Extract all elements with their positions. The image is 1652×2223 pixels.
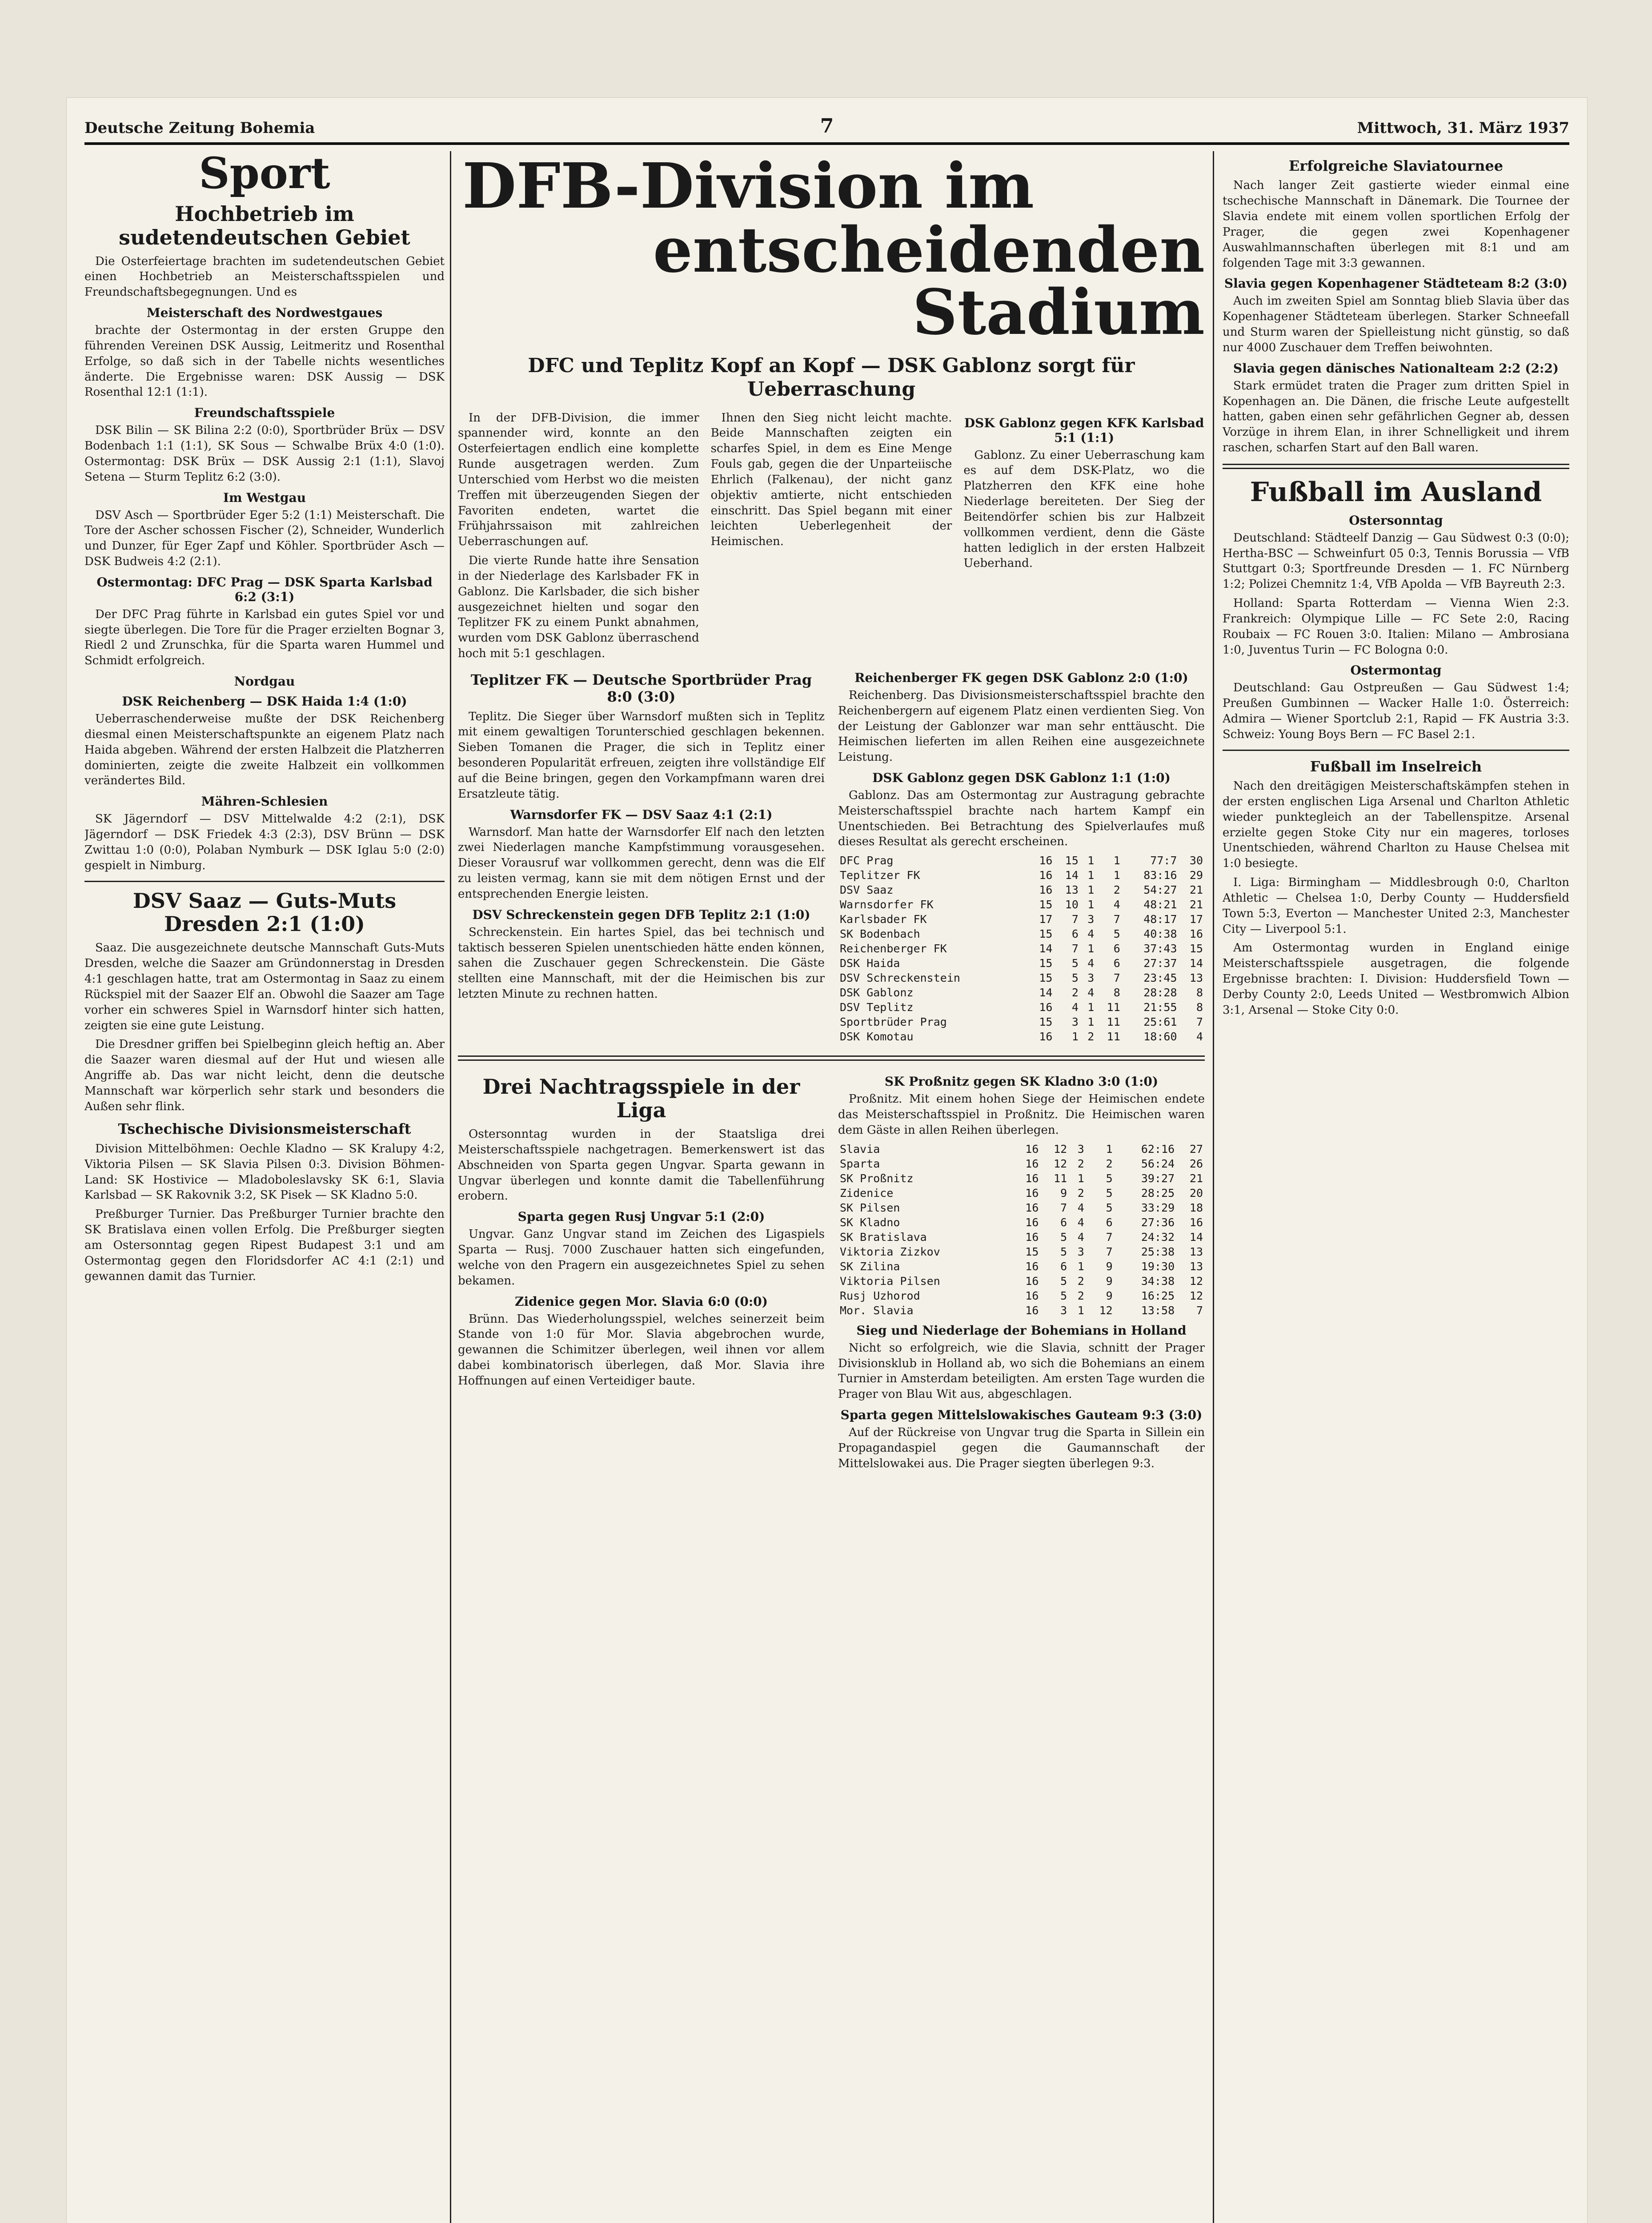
table-cell: 54:27 [1143, 883, 1177, 897]
table-row [838, 1303, 1205, 1318]
match-reports [458, 665, 1205, 1047]
table-cell: 15 [1039, 898, 1053, 911]
table-cell: 33:29 [1141, 1201, 1175, 1214]
article-text: Schreckenstein. Ein hartes Spiel, das bei technisch und taktisch besseren Spielen unentschieden hätte enden können, sahen die Zuschauer gegen Schreckenstein. Die Gäste stellten eine Mannschaft, mit der die Heimischen bis zur letzten Minute zu rechnen hatten. [458, 925, 825, 1001]
table-cell: 19:30 [1141, 1260, 1175, 1273]
table-cell: 7 [1106, 1230, 1113, 1244]
table-cell: 4 [1087, 927, 1095, 941]
table-cell: 2 [1106, 1157, 1113, 1170]
table-cell: 16 [1025, 1142, 1039, 1156]
table-cell: 16 [1025, 1157, 1039, 1170]
article-text: Preßburger Turnier. Das Preßburger Turnier brachte den SK Bratislava einen vollen Erfolg. Die Preßburger siegten am Ostersonntag gegen Ripest Budapest 3:1 und am Ostermontag gegen den Floridsdorfer AC 4:1 (2:1) und gewannen damit das Turnier. [84, 1208, 445, 1283]
table-cell: 39:27 [1141, 1172, 1175, 1185]
team-name: SK Bodenbach [840, 927, 920, 941]
table-cell: 4 [1087, 986, 1095, 999]
division-table [838, 853, 1205, 1044]
subheading: Warnsdorfer FK — DSV Saaz 4:1 (2:1) [510, 807, 773, 822]
main-headline-top: DFB-Division im [462, 151, 1035, 223]
article-text: DSV Asch — Sportbrüder Eger 5:2 (1:1) Meisterschaft. Die Tore der Ascher schossen Fischer (2), Schneider, Wunderlich und Dunzer, für Eger Zapf und Köhler. Sportbrüder Asch — DSK Budweis 4:2 (2:1). [84, 508, 445, 568]
team-name: SK Pilsen [840, 1201, 900, 1214]
table-cell: 17 [1189, 913, 1203, 926]
team-name: Reichenberger FK [840, 942, 947, 955]
table-cell: 7 [1060, 1201, 1067, 1214]
table-cell: 7 [1113, 971, 1120, 985]
article-text: Gablonz. Zu einer Ueberraschung kam es auf dem DSK-Platz, wo die Platzherren den KFK eine hohe Niederlage bereiteten. Der Sieg der Beitendörfer schien bis zur Halbzeit vollkommen verdient, denn die Gäste hatten lediglich in der ersten Halbzeit Ueberhand. [963, 448, 1205, 570]
article-text: Proßnitz. Mit einem hohen Siege der Heimischen endete das Meisterschaftsspiel in Proßnitz. Die Heimischen waren dem Gäste in allen Reihen überlegen. [838, 1092, 1205, 1137]
table-cell: 6 [1113, 942, 1120, 955]
table-cell: 83:16 [1143, 869, 1177, 882]
table-row [838, 1288, 1205, 1303]
subheading: Ostermontag: DFC Prag — DSK Sparta Karlsbad 6:2 (3:1) [96, 574, 433, 604]
table-cell: 14 [1189, 957, 1203, 970]
divider [1223, 464, 1569, 469]
table-cell: 15 [1039, 927, 1053, 941]
table-cell: 16 [1189, 927, 1203, 941]
subheading: Mähren-Schlesien [201, 794, 328, 809]
headline-slavia-tour: Erfolgreiche Slaviatournee [1288, 157, 1504, 174]
article-text: In der DFB-Division, die immer spannender wird, konnte an den Osterfeiertagen endlich eine komplette Runde ausgetragen werden. Zum Unterschied vom Herbst wo die meisten Treffen mit überzeugenden Siegen der Favoriten endeten, wartet die Frühjahrssaison mit zahlreichen Ueberraschungen auf. [458, 411, 699, 549]
table-row [838, 912, 1205, 927]
table-cell: 2 [1113, 883, 1120, 897]
article-text: Deutschland: Gau Ostpreußen — Gau Südwest 1:4; Preußen Gumbinnen — Wacker Halle 1:0. Österreich: Admira — Wiener Sportclub 2:1, Rapid — FK Austria 3:3. Schweiz: Young Boys Bern — FC Basel 2:1. [1223, 681, 1569, 741]
table-cell: 4 [1077, 1216, 1084, 1229]
section-title: Sport [199, 151, 330, 198]
table-cell: 16 [1025, 1260, 1039, 1273]
table-cell: 11 [1107, 1015, 1120, 1029]
subheading: Zidenice gegen Mor. Slavia 6:0 (0:0) [515, 1294, 768, 1309]
table-cell: 5 [1106, 1172, 1113, 1185]
table-cell: 29 [1189, 869, 1203, 882]
subheading: Reichenberger FK gegen DSK Gablonz 2:0 (1:0) [854, 670, 1188, 685]
table-row [838, 1230, 1205, 1244]
table-cell: 20 [1189, 1186, 1203, 1200]
table-cell: 1 [1077, 1172, 1084, 1185]
table-cell: 8 [1196, 1001, 1203, 1014]
article-text: Teplitz. Die Sieger über Warnsdorf mußten sich in Teplitz mit einem gewaltigen Torunterschied geschlagen bekennen. Sieben Tomanen die Prager, die sich in Teplitz einer besonderen Popularität erfreuen, zeigten ihre vollständige Elf auf die Beine bringen, gegen den Vorkampfmann waren drei Ersatzleute tätig. [458, 710, 825, 801]
table-cell: 7 [1106, 1245, 1113, 1258]
main-article-columns [458, 410, 1205, 665]
team-name: SK Bratislava [840, 1230, 927, 1244]
table-cell: 15 [1039, 957, 1053, 970]
table-cell: 5 [1060, 1230, 1067, 1244]
article-text: Auch im zweiten Spiel am Sonntag blieb Slavia über das Kopenhagener Städteteam überlegen. Starker Schneefall und Sturm waren der Spielleistung nicht günstig, so daß nur 4000 Zuschauer dem Treffen beiwohnten. [1223, 294, 1569, 354]
table-cell: 4 [1087, 957, 1095, 970]
table-cell: 7 [1071, 913, 1079, 926]
column-rule-left [450, 151, 451, 2223]
table-cell: 1 [1087, 883, 1095, 897]
table-cell: 3 [1077, 1142, 1084, 1156]
table-cell: 1 [1071, 1030, 1079, 1043]
team-name: Zidenice [840, 1186, 894, 1200]
team-name: Rusj Uzhorod [840, 1289, 920, 1302]
table-cell: 16:25 [1141, 1289, 1175, 1302]
table-cell: 6 [1060, 1260, 1067, 1273]
team-name: Sportbrüder Prag [840, 1015, 947, 1029]
table-cell: 14 [1039, 942, 1053, 955]
article-text: Gablonz. Das am Ostermontag zur Austragung gebrachte Meisterschaftsspiel brachte nach hartem Kampf ein Unentschieden. Bei Betrachtung des Spielverlaufes muß dieses Resultat als gerecht erscheinen. [838, 788, 1205, 849]
table-cell: 16 [1025, 1304, 1039, 1317]
table-cell: 5 [1060, 1245, 1067, 1258]
team-name: DSV Teplitz [840, 1001, 914, 1014]
masthead-title: Deutsche Zeitung Bohemia [84, 119, 315, 137]
table-cell: 9 [1106, 1289, 1113, 1302]
team-name: DSV Saaz [840, 883, 894, 897]
headline-drei: Drei Nachtragsspiele in der Liga [482, 1075, 800, 1123]
table-cell: 4 [1113, 898, 1120, 911]
table-cell: 3 [1077, 1245, 1084, 1258]
table-cell: 7 [1196, 1304, 1203, 1317]
table-cell: 7 [1071, 942, 1079, 955]
table-cell: 6 [1106, 1216, 1113, 1229]
table-cell: 14 [1065, 869, 1079, 882]
table-cell: 2 [1077, 1274, 1084, 1288]
team-name: DSK Haida [840, 957, 900, 970]
table-cell: 11 [1107, 1030, 1120, 1043]
article-text: Ungvar. Ganz Ungvar stand im Zeichen des Ligaspiels Sparta — Rusj. 7000 Zuschauer hatten sich eingefunden, welche von den Pragern ein ausgezeichnetes Spiel zu sehen bekamen. [458, 1228, 825, 1288]
table-cell: 27:36 [1141, 1216, 1175, 1229]
table-cell: 13 [1189, 971, 1203, 985]
team-name: Mor. Slavia [840, 1304, 914, 1317]
divider [458, 1055, 1205, 1061]
table-cell: 26 [1189, 1157, 1203, 1170]
subheading: Slavia gegen Kopenhagener Städteteam 8:2 (3:0) [1224, 276, 1568, 291]
table-cell: 12 [1189, 1289, 1203, 1302]
table-cell: 40:38 [1143, 927, 1177, 941]
table-cell: 2 [1087, 1030, 1095, 1043]
table-cell: 18 [1189, 1201, 1203, 1214]
table-cell: 5 [1106, 1201, 1113, 1214]
table-row [838, 1029, 1205, 1044]
table-cell: 16 [1039, 854, 1053, 867]
table-cell: 18:60 [1143, 1030, 1177, 1043]
article-text: Der DFC Prag führte in Karlsbad ein gutes Spiel vor und siegte überlegen. Die Tore für die Prager erzielten Bognar 3, Riedl 2 und Zrunschka, für die Sparta waren Hummel und Schmidt erfolgreich. [84, 607, 445, 668]
table-cell: 16 [1025, 1186, 1039, 1200]
table-cell: 12 [1099, 1304, 1113, 1317]
team-name: DFC Prag [840, 854, 894, 867]
article-text: Reichenberg. Das Divisionsmeisterschaftsspiel brachte den Reichenbergern auf eigenem Platz einen verdienten Sieg. Von der Leistung der Gablonzer war man sehr enttäuscht. Die Heimischen lieferten im allen Reihen eine ausgezeichnete Leistung. [838, 688, 1205, 764]
table-cell: 27:37 [1143, 957, 1177, 970]
team-name: Teplitzer FK [840, 869, 920, 882]
table-cell: 5 [1113, 927, 1120, 941]
table-cell: 15 [1039, 971, 1053, 985]
table-cell: 4 [1077, 1230, 1084, 1244]
table-cell: 2 [1077, 1157, 1084, 1170]
table-cell: 9 [1106, 1260, 1113, 1273]
table-row [838, 927, 1205, 941]
article-text: Deutschland: Städteelf Danzig — Gau Südwest 0:3 (0:0); Hertha-BSC — Schweinfurt 05 0:3, Tennis Borussia — VfB Stuttgart 0:3; Sportfreunde Dresden — 1. FC Nürnberg 1:2; Polizei Chemnitz 1:4, VfB Apolda — VfB Bayreuth 2:3. [1223, 531, 1569, 591]
subheading: Teplitzer FK — Deutsche Sportbrüder Prag 8:0 (3:0) [470, 671, 812, 706]
table-cell: 5 [1106, 1186, 1113, 1200]
subheading: Sparta gegen Mittelslowakisches Gauteam 9:3 (3:0) [840, 1408, 1203, 1423]
table-cell: 7 [1196, 1015, 1203, 1029]
article-text: I. Liga: Birmingham — Middlesbrough 0:0, Charlton Athletic — Chelsea 1:0, Derby County — Huddersfield Town 5:3, Everton — Manchester United 2:3, Manchester City — Liverpool 5:1. [1223, 876, 1569, 936]
team-name: Slavia [840, 1142, 880, 1156]
table-row [838, 1259, 1205, 1274]
team-name: Karlsbader FK [840, 913, 927, 926]
league-table [838, 1142, 1205, 1318]
table-cell: 5 [1071, 971, 1079, 985]
table-cell: 21 [1189, 1172, 1203, 1185]
subheading: DSK Reichenberg — DSK Haida 1:4 (1:0) [122, 694, 407, 709]
table-cell: 7 [1113, 913, 1120, 926]
article-text: Ostersonntag wurden in der Staatsliga drei Meisterschaftsspiele nachgetragen. Bemerkenswert ist das Abschneiden von Sparta gegen Ungvar. Sparta gewann in Ungvar überlegen und konnte damit die Tabellenführung erobern. [458, 1128, 825, 1203]
table-cell: 1 [1077, 1304, 1084, 1317]
article-text: Nach langer Zeit gastierte wieder einmal eine tschechische Mannschaft in Dänemark. Die Tournee der Slavia endete mit einem vollen sportlichen Erfolg der Prager, die gegen zwei Kopenhagener Auswahlmannschaften überlegen mit 8:1 und am folgenden Tage mit 3:3 gewannen. [1223, 179, 1569, 270]
table-cell: 16 [1025, 1289, 1039, 1302]
table-cell: 3 [1060, 1304, 1067, 1317]
page-number: 7 [820, 115, 834, 137]
table-cell: 30 [1189, 854, 1203, 867]
table-cell: 24:32 [1141, 1230, 1175, 1244]
table-cell: 16 [1025, 1274, 1039, 1288]
article-text: Ueberraschenderweise mußte der DSK Reichenberg diesmal einen Meisterschaftspunkte an eigenem Platz nach Haida abgeben. Während der ersten Halbzeit die Platzherren dominierten, zeigte die zweite Halbzeit ein vollkommen verändertes Bild. [84, 712, 445, 788]
column-rule-right [1213, 151, 1214, 2223]
headline-inselreich: Fußball im Inselreich [1310, 758, 1482, 775]
table-row [838, 1274, 1205, 1288]
table-cell: 6 [1113, 957, 1120, 970]
table-cell: 21 [1189, 883, 1203, 897]
table-cell: 6 [1060, 1216, 1067, 1229]
table-cell: 1 [1113, 869, 1120, 882]
table-cell: 21:55 [1143, 1001, 1177, 1014]
table-cell: 1 [1087, 942, 1095, 955]
table-cell: 16 [1025, 1216, 1039, 1229]
subheading: Sparta gegen Rusj Ungvar 5:1 (2:0) [517, 1209, 765, 1224]
table-row [838, 853, 1205, 868]
table-cell: 2 [1071, 986, 1079, 999]
table-cell: 6 [1071, 927, 1079, 941]
table-cell: 3 [1071, 1015, 1079, 1029]
table-cell: 1 [1087, 869, 1095, 882]
table-row [838, 897, 1205, 912]
team-name: DSK Komotau [840, 1030, 914, 1043]
table-cell: 16 [1039, 869, 1053, 882]
table-row [838, 1142, 1205, 1156]
article-text: Division Mittelböhmen: Oechle Kladno — SK Kralupy 4:2, Viktoria Pilsen — SK Slavia Pilsen 0:3. Division Böhmen-Land: SK Hostivice — Mladoboleslavsky SK 6:1, Slavia Karlsbad — SK Rakovnik 3:2, SK Pisek — SK Kladno 5:0. [84, 1142, 445, 1202]
table-row [838, 1244, 1205, 1259]
article-text: DSK Bilin — SK Bilina 2:2 (0:0), Sportbrüder Brüx — DSV Bodenbach 1:1 (1:1), SK Sous — Schwalbe Brüx 4:0 (1:0). Ostermontag: DSK Brüx — DSK Aussig 2:1 (1:1), Slavoj Setena — Sturm Teplitz 6:2 (3:0). [84, 424, 445, 484]
table-row [838, 1171, 1205, 1186]
table-cell: 37:43 [1143, 942, 1177, 955]
headline-ausland: Fußball im Ausland [1250, 476, 1542, 508]
table-cell: 13:58 [1141, 1304, 1175, 1317]
divider [84, 881, 445, 882]
table-cell: 15 [1065, 854, 1079, 867]
league-section [458, 1069, 1205, 1475]
table-cell: 1 [1106, 1142, 1113, 1156]
table-cell: 3 [1087, 913, 1095, 926]
team-name: DSV Schreckenstein [840, 971, 960, 985]
article-text: Holland: Sparta Rotterdam — Vienna Wien 2:3. Frankreich: Olympique Lille — FC Sete 2:0, Racing Roubaix — FC Rouen 3:0. Italien: Milano — Ambrosiana 1:0, Juventus Turin — FC Bologna 0:0. [1223, 597, 1569, 657]
article-text: Saaz. Die ausgezeichnete deutsche Mannschaft Guts-Muts Dresden, welche die Saazer am Gründonnerstag in Dresden 4:1 geschlagen hatte, trat am Ostermontag in Saaz zu einem Rückspiel mit der Saazer Elf an. Obwohl die Saazer am Tage vorher ein schweres Spiel in Warnsdorf hinter sich hatten, zeigten sie eine gute Leistung. [84, 941, 445, 1032]
team-name: Viktoria Zizkov [840, 1245, 940, 1258]
table-cell: 5 [1071, 957, 1079, 970]
table-cell: 4 [1196, 1030, 1203, 1043]
table-cell: 1 [1087, 1001, 1095, 1014]
table-cell: 16 [1189, 1216, 1203, 1229]
main-subheadline: DFC und Teplitz Kopf an Kopf — DSK Gablonz sorgt für Ueberraschung [528, 354, 1135, 401]
article-text: SK Jägerndorf — DSV Mittelwalde 4:2 (2:1), DSK Jägerndorf — DSK Friedek 4:3 (2:3), DSV Brünn — DSK Zwittau 1:0 (0:0), Polaban Nymburk — DSK Iglau 5:0 (2:0) gespielt in Nimburg. [84, 812, 445, 872]
table-cell: 56:24 [1141, 1157, 1175, 1170]
table-cell: 1 [1087, 854, 1095, 867]
article-text: Die Osterfeiertage brachten im sudetendeutschen Gebiet einen Hochbetrieb an Meisterschaftsspielen und Freundschaftsbegegnungen. Und es [84, 254, 445, 299]
subheading: DSK Gablonz gegen KFK Karlsbad 5:1 (1:1) [964, 415, 1204, 445]
masthead [84, 111, 1569, 145]
table-cell: 3 [1087, 971, 1095, 985]
subheading: Ostermontag [1350, 663, 1442, 678]
table-cell: 4 [1071, 1001, 1079, 1014]
subheading: Freundschaftsspiele [194, 405, 335, 421]
article-text: Am Ostermontag wurden in England einige Meisterschaftsspiele ausgetragen, die folgende Ergebnisse brachten: I. Division: Huddersfield Town — Derby County 2:0, Leeds United — Westbromwich Albion 3:1, Arsenal — Stoke City 0:0. [1223, 941, 1569, 1017]
table-cell: 1 [1087, 1015, 1095, 1029]
team-name: Sparta [840, 1157, 880, 1170]
table-cell: 34:38 [1141, 1274, 1175, 1288]
table-cell: 5 [1060, 1289, 1067, 1302]
table-row [838, 956, 1205, 971]
table-cell: 9 [1060, 1186, 1067, 1200]
article-text: Nicht so erfolgreich, wie die Slavia, schnitt der Prager Divisionsklub in Holland ab, wo sich die Bohemians an einem Turnier in Amsterdam beteiligten. Am ersten Tage wurden die Prager von Blau Wit aus, abgeschlagen. [838, 1341, 1205, 1401]
subheading: Ostersonntag [1349, 513, 1443, 528]
table-cell: 21 [1189, 898, 1203, 911]
table-cell: 8 [1196, 986, 1203, 999]
divider [1223, 750, 1569, 751]
team-name: Warnsdorfer FK [840, 898, 934, 911]
table-cell: 48:17 [1143, 913, 1177, 926]
newspaper-page [67, 98, 1587, 2223]
article-text: Brünn. Das Wiederholungsspiel, welches seinerzeit beim Stande von 1:0 für Mor. Slavia abgebrochen wurde, gewannen die Schimitzer überlegen, weil ihnen vor allem dabei kombinatorisch überlegen, daß Mor. Slavia ihre Hoffnungen auf einen Verteidiger baute. [458, 1312, 825, 1388]
table-cell: 1 [1077, 1260, 1084, 1273]
column-foreign [1223, 151, 1569, 2223]
team-name: SK Zilina [840, 1260, 900, 1273]
subheading: Sieg und Niederlage der Bohemians in Holland [856, 1323, 1187, 1338]
table-row [838, 971, 1205, 985]
team-name: DSK Gablonz [840, 986, 914, 999]
column-sport [84, 151, 445, 2223]
table-cell: 17 [1039, 913, 1053, 926]
table-cell: 28:28 [1143, 986, 1177, 999]
table-cell: 13 [1189, 1245, 1203, 1258]
table-cell: 2 [1077, 1186, 1084, 1200]
table-cell: 8 [1113, 986, 1120, 999]
article-text: brachte der Ostermontag in der ersten Gruppe den führenden Vereinen DSK Aussig, Leitmeritz und Rosenthal Erfolge, so daß sich in der Tabelle nichts wesentliches änderte. Die Ergebnisse waren: DSK Aussig — DSK Rosenthal 12:1 (1:1). [84, 324, 445, 399]
table-row [838, 1000, 1205, 1015]
table-cell: 25:38 [1141, 1245, 1175, 1258]
table-cell: 16 [1025, 1172, 1039, 1185]
table-cell: 12 [1054, 1157, 1067, 1170]
subheading: SK Proßnitz gegen SK Kladno 3:0 (1:0) [884, 1074, 1159, 1089]
table-cell: 1 [1087, 898, 1095, 911]
table-cell: 15 [1025, 1245, 1039, 1258]
table-cell: 13 [1065, 883, 1079, 897]
table-cell: 16 [1025, 1230, 1039, 1244]
table-cell: 13 [1189, 1260, 1203, 1273]
table-cell: 14 [1039, 986, 1053, 999]
table-row [838, 941, 1205, 956]
article-text: Nach den dreitägigen Meisterschaftskämpfen stehen in der ersten englischen Liga Arsenal und Charlton Athletic wieder punktegleich an der Tabellenspitze. Arsenal erzielte gegen Stoke City nur ein mageres, torloses Unentschieden, während Charlton zu Hause Chelsea mit 1:0 besiegte. [1223, 779, 1569, 871]
subheading: Im Westgau [223, 490, 306, 505]
table-row [838, 985, 1205, 1000]
table-row [838, 1015, 1205, 1029]
subheading: Slavia gegen dänisches Nationalteam 2:2 (2:2) [1233, 361, 1559, 376]
team-name: Viktoria Pilsen [840, 1274, 940, 1288]
table-cell: 15 [1039, 1015, 1053, 1029]
team-name: SK Proßnitz [840, 1172, 914, 1185]
subheading: Nordgau [234, 674, 295, 689]
table-cell: 10 [1065, 898, 1079, 911]
table-row [838, 1156, 1205, 1171]
article-text: Die Dresdner griffen bei Spielbeginn gleich heftig an. Aber die Saazer waren diesmal auf der Hut und wiesen alle Angriffe ab. Das war nicht leicht, denn die deutsche Mannschaft war körperlich sehr stark und besonders die Außen sehr flink. [84, 1038, 445, 1113]
table-cell: 12 [1189, 1274, 1203, 1288]
table-cell: 12 [1054, 1142, 1067, 1156]
table-row [838, 1200, 1205, 1215]
table-cell: 11 [1054, 1172, 1067, 1185]
table-cell: 9 [1106, 1274, 1113, 1288]
table-cell: 28:25 [1141, 1186, 1175, 1200]
main-headline-bottom: entscheidenden Stadium [653, 214, 1205, 349]
table-row [838, 868, 1205, 883]
table-row [838, 1186, 1205, 1200]
table-cell: 14 [1189, 1230, 1203, 1244]
subheading: Tschechische Divisionsmeisterschaft [118, 1120, 411, 1138]
article-text: Stark ermüdet traten die Prager zum dritten Spiel in Kopenhagen an. Die Dänen, die frische Leute aufgestellt hatten, gaben einen sehr gefährlichen Gegner ab, dessen Vorzüge in ihrem Elan, in ihrer Schnelligkeit und ihrem raschen, scharfen Start auf den Ball waren. [1223, 379, 1569, 454]
table-row [838, 1215, 1205, 1230]
table-cell: 5 [1060, 1274, 1067, 1288]
table-cell: 62:16 [1141, 1142, 1175, 1156]
table-cell: 25:61 [1143, 1015, 1177, 1029]
masthead-date: Mittwoch, 31. März 1937 [1357, 119, 1569, 137]
table-cell: 1 [1113, 854, 1120, 867]
table-cell: 16 [1039, 883, 1053, 897]
table-cell: 16 [1039, 1030, 1053, 1043]
table-cell: 23:45 [1143, 971, 1177, 985]
table-cell: 4 [1077, 1201, 1084, 1214]
team-name: SK Kladno [840, 1216, 900, 1229]
article-text: Warnsdorf. Man hatte der Warnsdorfer Elf nach den letzten zwei Niederlagen manche Kampfstimmung vorausgesehen. Dieser Vorausruf war vollkommen gerecht, denn was die Elf zu leisten vermag, kann sie mit dem nötigen Ernst und der entsprechenden Energie leisten. [458, 825, 825, 901]
article-text: Ihnen den Sieg nicht leicht machte. Beide Mannschaften zeigten ein scharfes Spiel, in dem es Eine Menge Fouls gab, gegen die der Unparteiische Ehrlich (Falkenau), der nicht ganz objektiv amtierte, nicht entschieden einschritt. Das Spiel begann mit einer leichten Ueberlegenheit der Heimischen. [710, 411, 952, 549]
headline-sudeten: Hochbetrieb im sudetendeutschen Gebiet [119, 201, 410, 249]
subheading: DSK Gablonz gegen DSK Gablonz 1:1 (1:0) [872, 770, 1171, 785]
table-cell: 48:21 [1143, 898, 1177, 911]
column-dfb-division [458, 151, 1205, 2223]
table-cell: 15 [1189, 942, 1203, 955]
table-cell: 16 [1025, 1201, 1039, 1214]
table-row [838, 883, 1205, 897]
headline-saaz: DSV Saaz — Guts-Muts Dresden 2:1 (1:0) [132, 888, 397, 936]
table-cell: 27 [1189, 1142, 1203, 1156]
subheading: DSV Schreckenstein gegen DFB Teplitz 2:1 (1:0) [472, 907, 810, 922]
subheading: Meisterschaft des Nordwestgaues [146, 305, 383, 321]
article-text: Die vierte Runde hatte ihre Sensation in der Niederlage des Karlsbader FK in Gablonz. Die Karlsbader, die sich bisher ausgezeichnet hielten und sogar den Teplitzer FK zu einem Punkt abnahmen, wurden vom DSK Gablonz überraschend hoch mit 5:1 geschlagen. [458, 554, 699, 661]
table-cell: 2 [1077, 1289, 1084, 1302]
table-cell: 16 [1039, 1001, 1053, 1014]
table-cell: 11 [1107, 1001, 1120, 1014]
article-text: Auf der Rückreise von Ungvar trug die Sparta in Sillein ein Propagandaspiel gegen die Gaumannschaft der Mittelslowakei aus. Die Prager siegten überlegen 9:3. [838, 1426, 1205, 1470]
table-cell: 77:7 [1150, 854, 1177, 867]
